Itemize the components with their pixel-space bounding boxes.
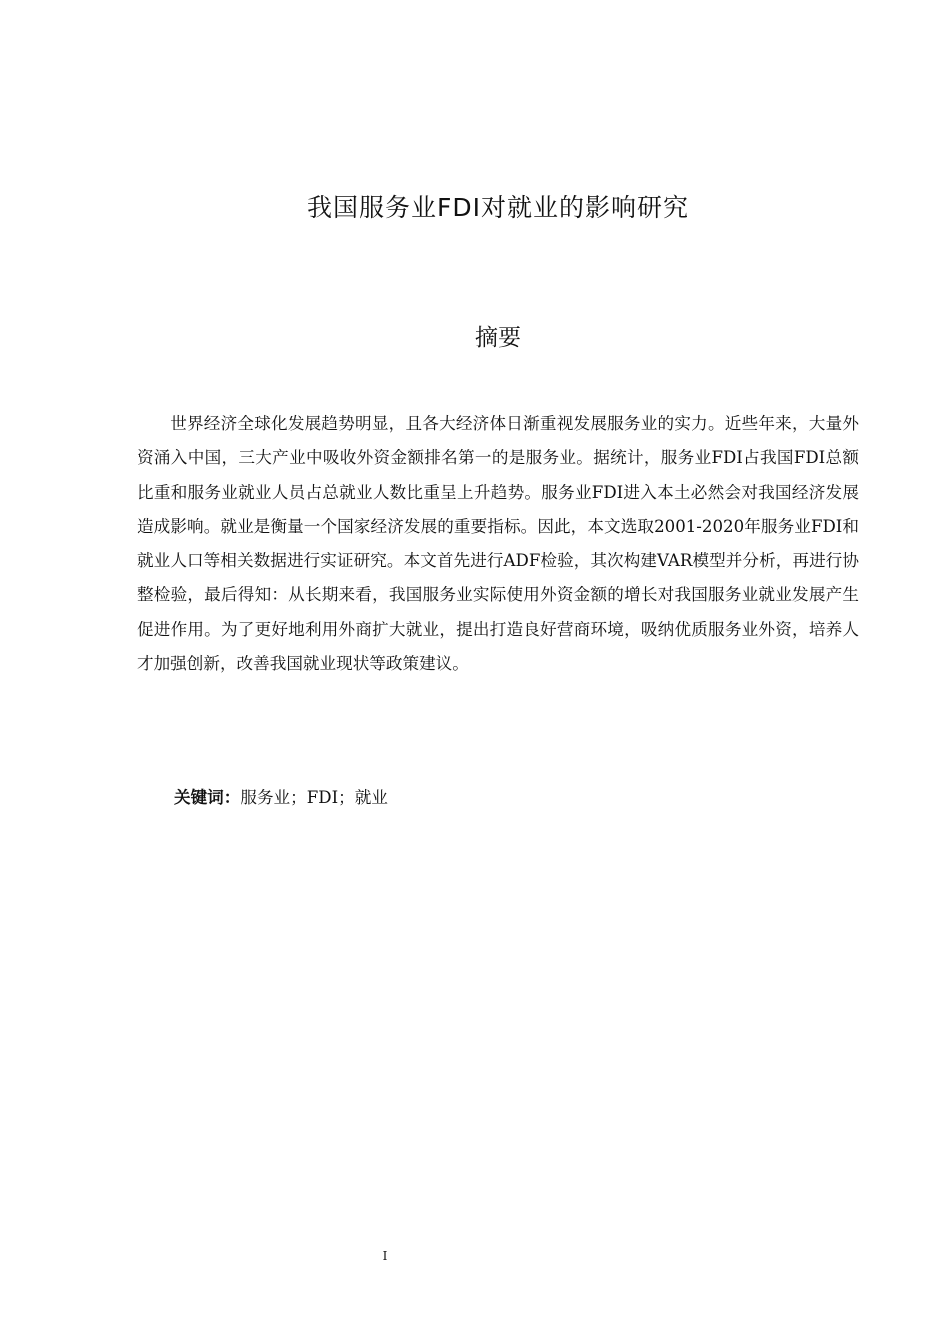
document-title: 我国服务业FDI对就业的影响研究 <box>306 193 689 222</box>
keywords-label: 关键词： <box>174 788 241 807</box>
keywords-line <box>174 783 774 813</box>
page-number: I <box>382 1249 388 1263</box>
keywords-value: 服务业；FDI；就业 <box>240 788 388 807</box>
abstract-heading: 摘要 <box>475 325 521 351</box>
abstract-paragraph: 世界经济全球化发展趋势明显，且各大经济体日渐重视发展服务业的实力。近些年来，大量外资涌入中国，三大产业中吸收外资金额排名第一的是服务业。据统计，服务业FDI占我国FDI总额比重和服务业就业人员占总就业人数比重呈上升趋势。服务业FDI进入本土必然会对我国经济发展造成影响。就业是衡量一个国家经济发展的重要指标。因此，本文选取2001-2020年服务业FDI和就业人口等相关数据进行实证研究。本文首先进行ADF检验，其次构建VAR模型并分析，再进行协整检验，最后得知：从长期来看，我国服务业实际使用外资金额的增长对我国服务业就业发展产生促进作用。为了更好地利用外商扩大就业，提出打造良好营商环境，吸纳优质服务业外资，培养人才加强创新，改善我国就业现状等政策建议。 <box>137 414 859 674</box>
